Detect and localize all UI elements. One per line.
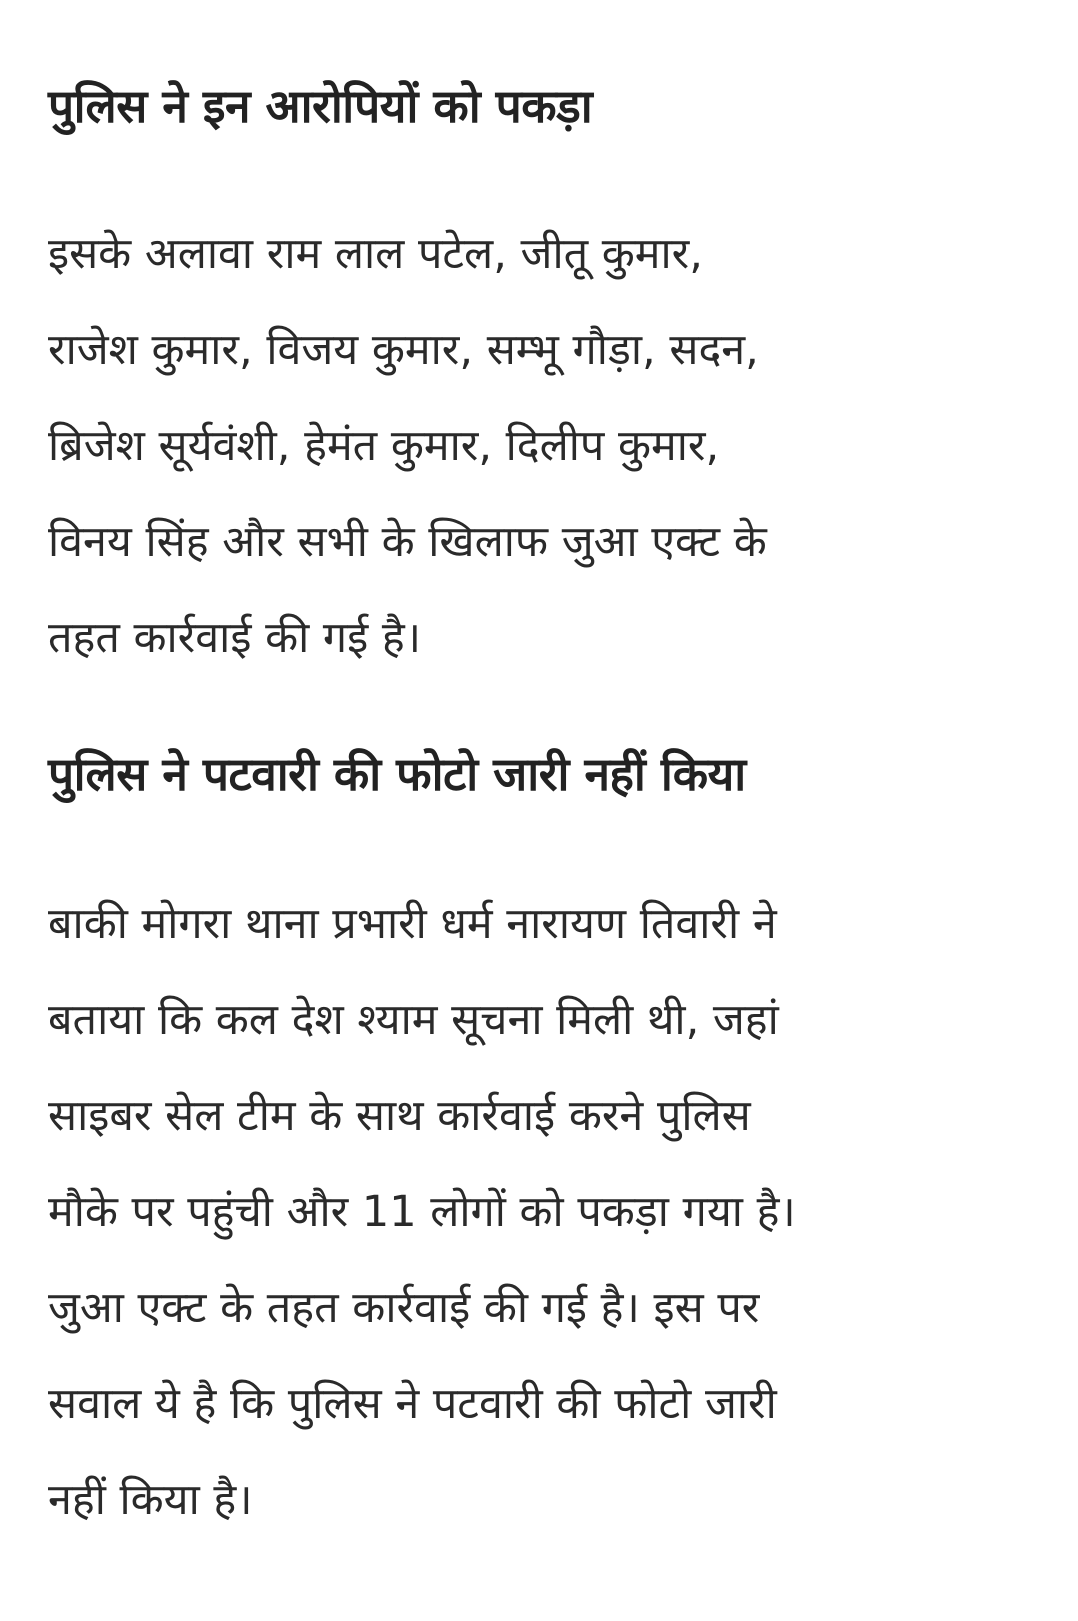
section-paragraph-station-statement (48, 876, 796, 1548)
section-paragraph-accused-list (48, 206, 767, 686)
section-heading-patwari-photo: पुलिस ने पटवारी की फोटो जारी नहीं किया (48, 747, 746, 801)
paragraph-line: बाकी मोगरा थाना प्रभारी धर्म नारायण तिवारी ने (48, 899, 777, 949)
paragraph-line: इसके अलावा राम लाल पटेल, जीतू कुमार, (48, 229, 703, 279)
paragraph-line: ब्रिजेश सूर्यवंशी, हेमंत कुमार, दिलीप कुमार, (48, 421, 720, 471)
paragraph-line: विनय सिंह और सभी के खिलाफ जुआ एक्ट के (48, 517, 767, 567)
section-heading-arrested-accused: पुलिस ने इन आरोपियों को पकड़ा (48, 79, 593, 133)
paragraph-line: नहीं किया है। (48, 1475, 253, 1525)
paragraph-line: तहत कार्रवाई की गई है। (48, 613, 422, 663)
paragraph-line: सवाल ये है कि पुलिस ने पटवारी की फोटो जारी (48, 1379, 777, 1429)
paragraph-line: साइबर सेल टीम के साथ कार्रवाई करने पुलिस (48, 1091, 751, 1141)
paragraph-line: जुआ एक्ट के तहत कार्रवाई की गई है। इस पर (48, 1283, 760, 1333)
paragraph-line: मौके पर पहुंची और 11 लोगों को पकड़ा गया है। (48, 1187, 796, 1237)
paragraph-line: राजेश कुमार, विजय कुमार, सम्भू गौड़ा, सदन, (48, 325, 759, 375)
paragraph-line: बताया कि कल देश श्याम सूचना मिली थी, जहां (48, 995, 779, 1045)
